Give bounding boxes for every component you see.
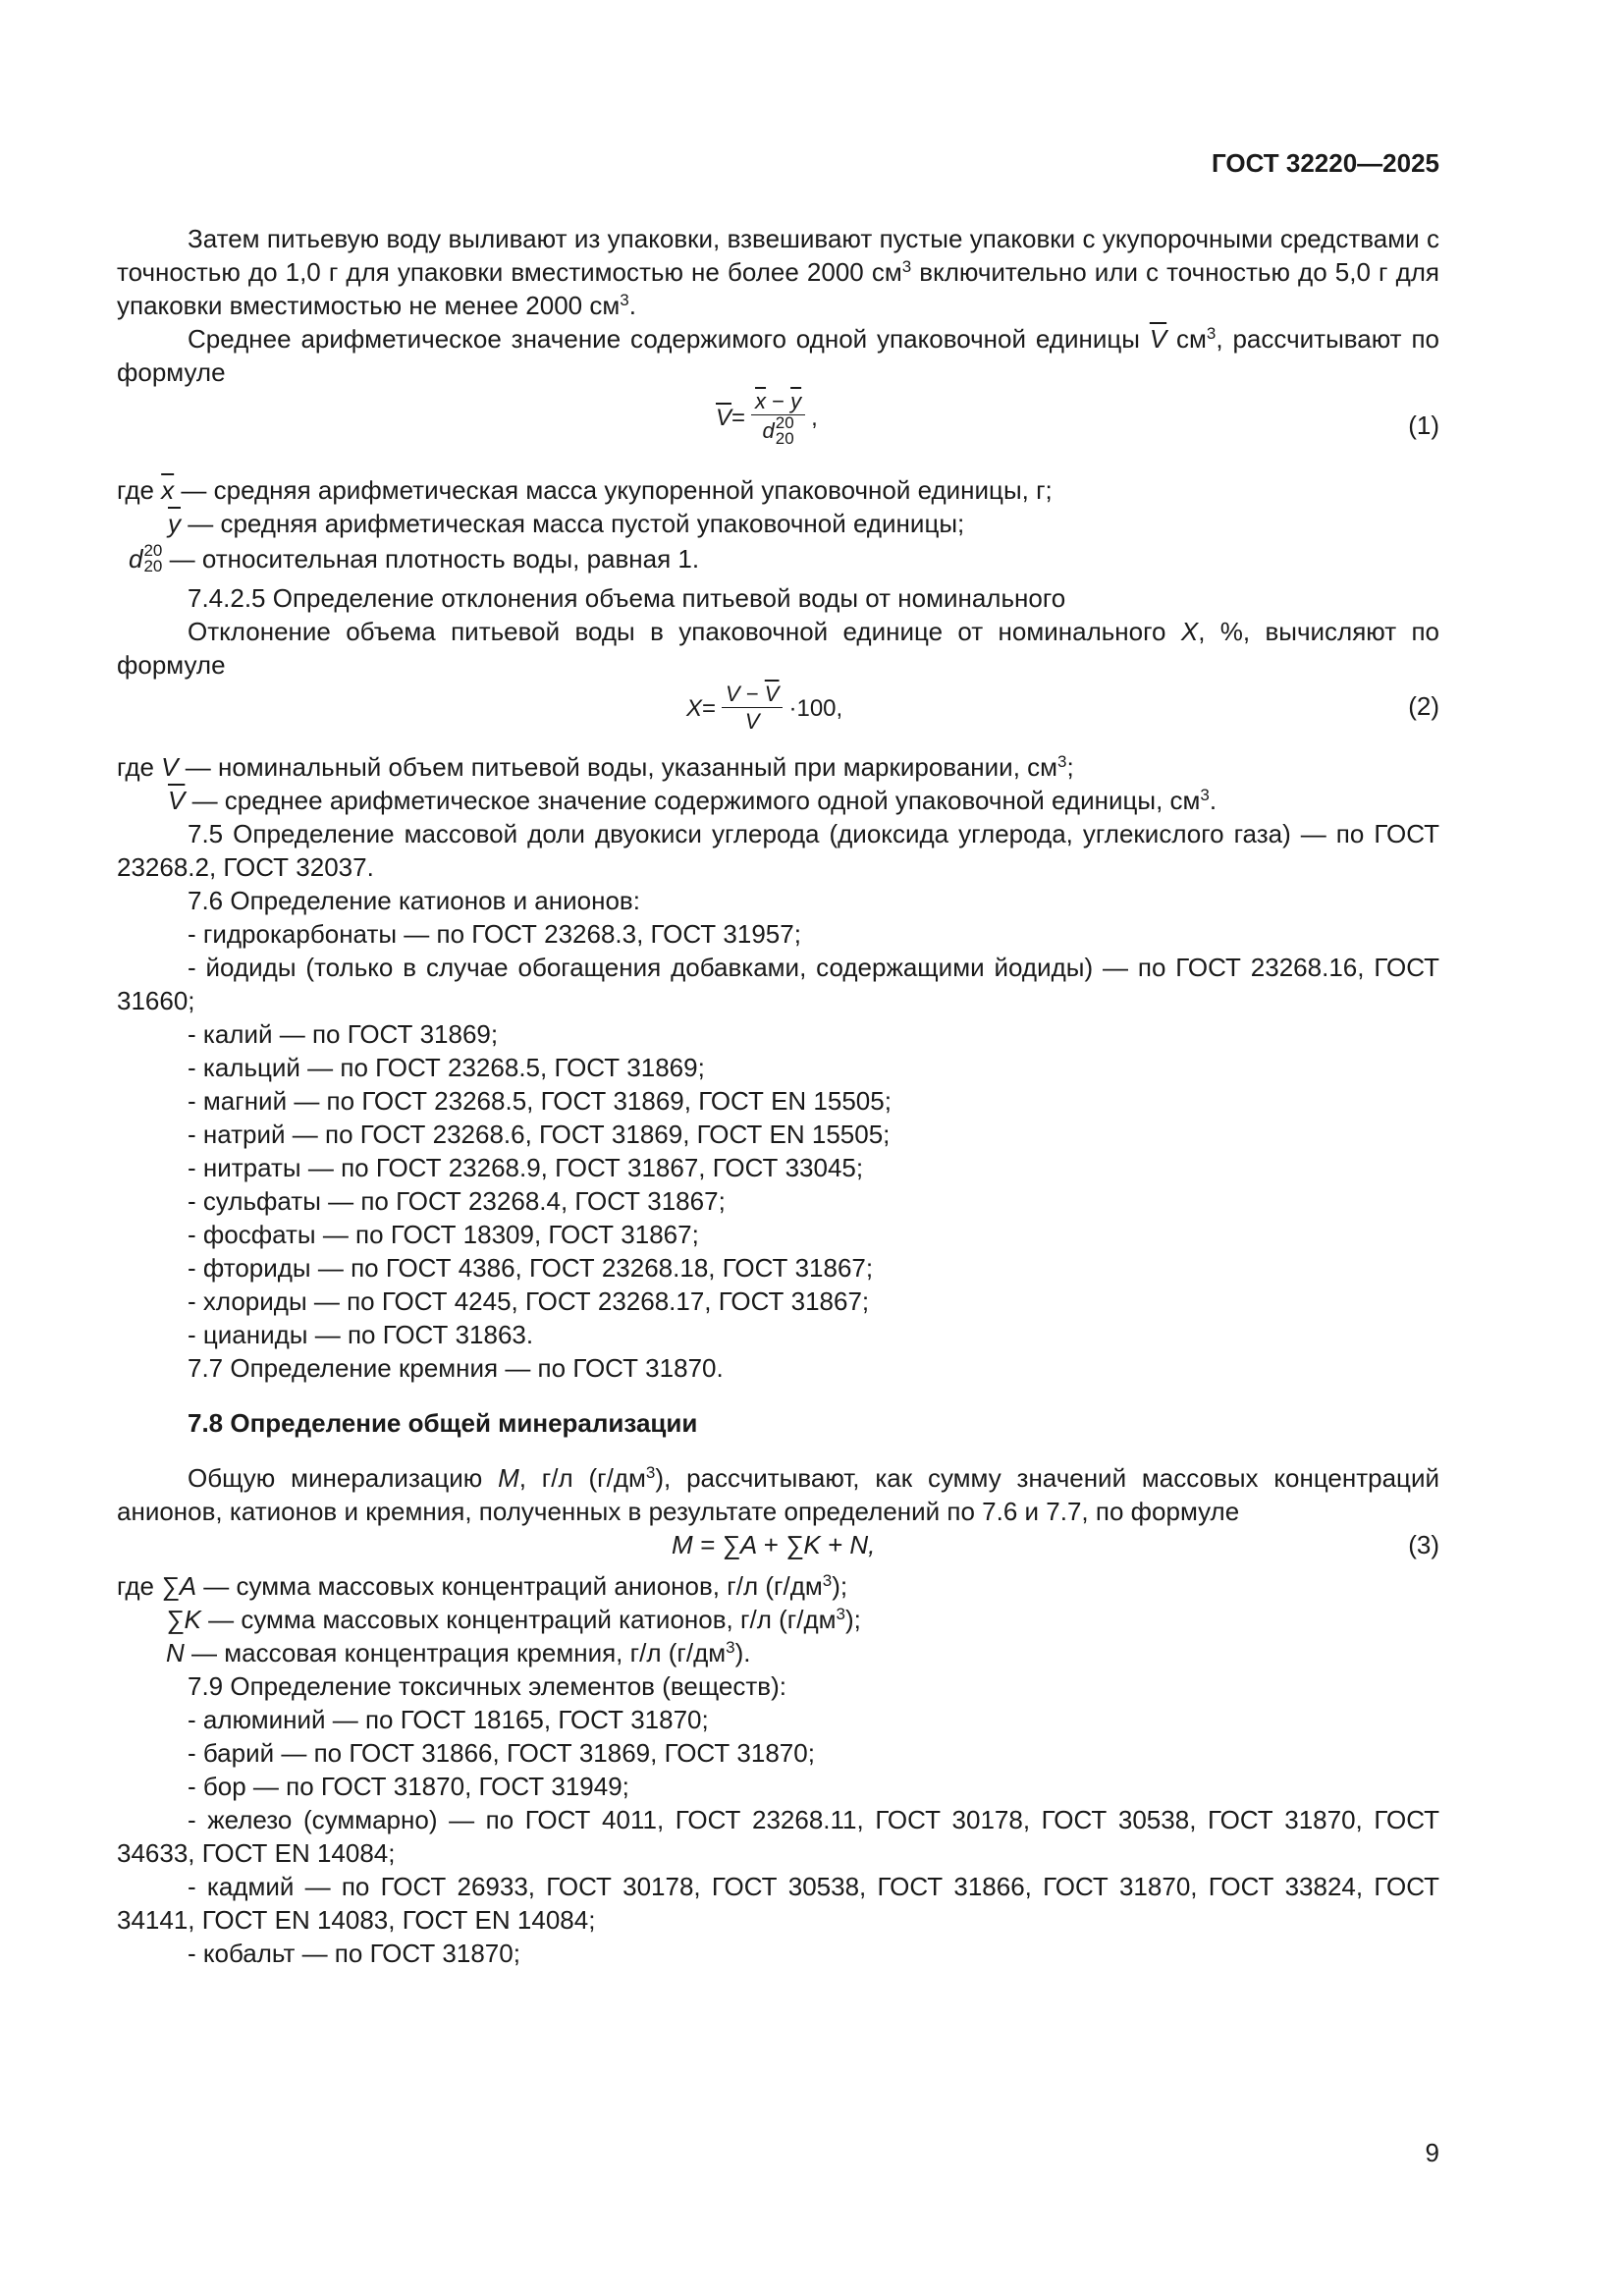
section-7-4-2-5: 7.4.2.5 Определение отклонения объема питьевой воды от номинального [188, 583, 1066, 613]
where-line: d 20 20 — относительная плотность воды, равная 1. [129, 541, 700, 575]
page-number: 9 [1425, 2138, 1439, 2167]
section-7-6: 7.6 Определение катионов и анионов: [188, 886, 640, 915]
formula-3: M = ∑A + ∑K + N, (3) [672, 1530, 1439, 1559]
formula-1: $\overline{V}$ = $\overline{x} - \overline{y}$ d 20 20 , (1) [716, 389, 1439, 448]
formula-2: X = $\frac{V - \overline{V}}{V}$ ·100, (2) [686, 682, 1439, 734]
list-item: - сульфаты — по ГОСТ 23268.4, ГОСТ 31867; [188, 1186, 726, 1216]
formula-number: (3) [1408, 1530, 1439, 1559]
paragraph: Затем питьевую воду выливают из упаковки, взвешивают пустые упаковки с укупорочными средствами с точностью до 1,0 г для упаковки вместимостью не более 2000 $см^3$ включительно или с точностью до 5,0 г для упаковки вместимостью не менее 2000 $см^3$. [117, 224, 1439, 320]
paragraph: Общую минерализацию M, г/л $(г/дм^3)$, рассчитывают, как сумму значений массовых концентраций анионов, катионов и кремния, полученных в результате определений по 7.6 и 7.7, по формуле [117, 1463, 1439, 1526]
list-item: - йодиды (только в случае обогащения добавками, содержащими йодиды) — по ГОСТ 23268.16, ГОСТ 31660; [117, 953, 1439, 1015]
list-item: - калий — по ГОСТ 31869; [188, 1019, 499, 1049]
list-item: - цианиды — по ГОСТ 31863. [188, 1320, 534, 1349]
where-line: $\overline{y}$ — средняя арифметическая масса пустой упаковочной единицы; [168, 509, 965, 538]
list-item: - кадмий — по ГОСТ 26933, ГОСТ 30178, ГОСТ 30538, ГОСТ 31866, ГОСТ 31870, ГОСТ 33824, ГОСТ 34141, ГОСТ EN 14083, ГОСТ EN 14084; [117, 1872, 1439, 1935]
list-item: - магний — по ГОСТ 23268.5, ГОСТ 31869, ГОСТ EN 15505; [188, 1086, 892, 1116]
list-item: - хлориды — по ГОСТ 4245, ГОСТ 23268.17, ГОСТ 31867; [188, 1286, 870, 1316]
formula-number: (2) [1408, 691, 1439, 721]
list-item: - железо (суммарно) — по ГОСТ 4011, ГОСТ 23268.11, ГОСТ 30178, ГОСТ 30538, ГОСТ 31870, ГОСТ 34633, ГОСТ EN 14084; [117, 1805, 1439, 1868]
list-item: - барий — по ГОСТ 31866, ГОСТ 31869, ГОСТ 31870; [188, 1738, 815, 1768]
where-line: $\overline{V}$ — среднее арифметическое значение содержимого одной упаковочной единицы, $см^3$. [168, 786, 1217, 815]
where-line: где $\overline{x}$ — средняя арифметическая масса укупоренной упаковочной единицы, г; [117, 475, 1053, 505]
where-line: где V — номинальный объем питьевой воды, указанный при маркировании, $см^3$; [117, 752, 1074, 782]
where-line: ∑K — сумма массовых концентраций катионов, г/л $(г/дм^3)$; [166, 1605, 861, 1634]
page-content [117, 222, 1439, 1970]
list-item: - нитраты — по ГОСТ 23268.9, ГОСТ 31867, ГОСТ 33045; [188, 1153, 864, 1182]
paragraph: Среднее арифметическое значение содержимого одной упаковочной единицы $\overline{V}$ $см^3$, рассчитывают по формуле [117, 324, 1439, 387]
section-7-5: 7.5 Определение массовой доли двуокиси углерода (диоксида углерода, углекислого газа) — по ГОСТ 23268.2, ГОСТ 32037. [117, 819, 1439, 882]
list-item: - натрий — по ГОСТ 23268.6, ГОСТ 31869, ГОСТ EN 15505; [188, 1120, 891, 1149]
document-header: ГОСТ 32220—2025 [1212, 148, 1439, 178]
section-heading-7-8: 7.8 Определение общей минерализации [188, 1408, 698, 1438]
section-7-7: 7.7 Определение кремния — по ГОСТ 31870. [188, 1353, 724, 1383]
where-line: где ∑A — сумма массовых концентраций анионов, г/л $(г/дм^3)$; [117, 1571, 848, 1601]
list-item: - кальций — по ГОСТ 23268.5, ГОСТ 31869; [188, 1053, 705, 1082]
list-item: - гидрокарбонаты — по ГОСТ 23268.3, ГОСТ 31957; [188, 919, 801, 949]
list-item: - фториды — по ГОСТ 4386, ГОСТ 23268.18, ГОСТ 31867; [188, 1253, 874, 1283]
paragraph: Отклонение объема питьевой воды в упаковочной единице от номинального X, %, вычисляют по формуле [117, 617, 1439, 680]
list-item: - фосфаты — по ГОСТ 18309, ГОСТ 31867; [188, 1220, 699, 1249]
section-7-9: 7.9 Определение токсичных элементов (веществ): [188, 1671, 786, 1701]
formula-number: (1) [1408, 410, 1439, 440]
where-line: N — массовая концентрация кремния, г/л $(г/дм^3)$. [166, 1638, 751, 1667]
list-item: - кобальт — по ГОСТ 31870; [188, 1939, 520, 1968]
list-item: - алюминий — по ГОСТ 18165, ГОСТ 31870; [188, 1705, 709, 1734]
list-item: - бор — по ГОСТ 31870, ГОСТ 31949; [188, 1772, 629, 1801]
